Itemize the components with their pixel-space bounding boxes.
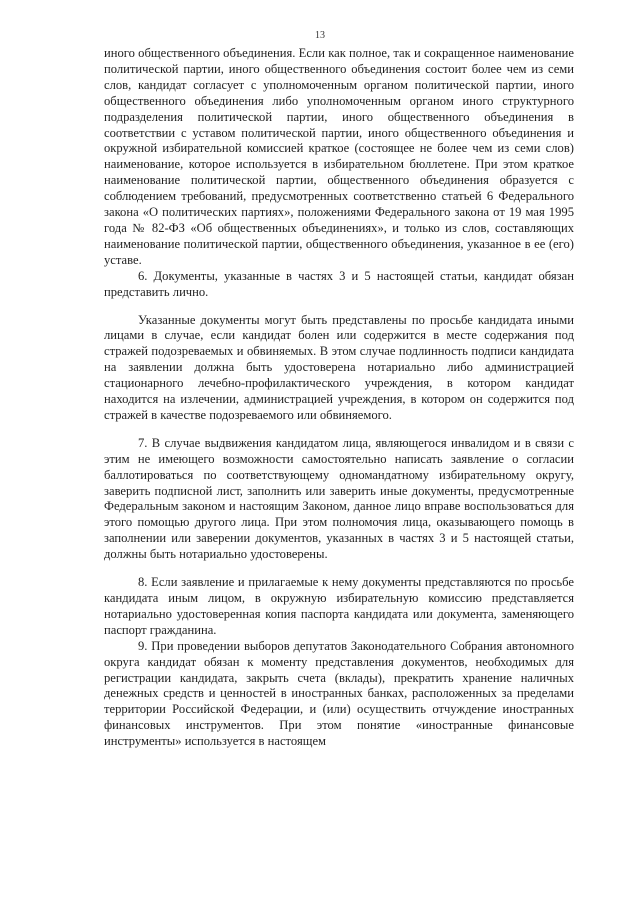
paragraph-continuation: иного общественного объединения. Если как полное, так и сокращенное наименование политической партии, иного общественного объединения состоит более чем из семи слов, кандидат согласует с уполномоченным органом политической партии, иного общественного объединения либо уполномоченным органом иного структурного подразделения политической партии, иного общественного объединения в соответствии с уставом политической партии, иного общественного объединения и окружной избирательной комиссией краткое (состоящее не более чем из семи слов) наименование, которое используется в избирательном бюллетене. При этом краткое наименование политической партии, общественного объединения образуется с соблюдением требований, предусмотренных соответственно статьей 6 Федерального закона «О политических партиях», положениями Федерального закона от 19 мая 1995 года № 82-ФЗ «Об общественных объединениях», и только из слов, составляющих наименование политической партии, общественного объединения, указанное в ее (его) уставе.: [104, 46, 574, 267]
document-body: [104, 46, 574, 750]
paragraph-item-8: 8. Если заявление и прилагаемые к нему документы представляются по просьбе кандидата иным лицом, в окружную избирательную комиссию представляется нотариально удостоверенная копия паспорта кандидата или документа, заменяющего паспорт гражданина.: [104, 575, 574, 637]
paragraph-item-9: 9. При проведении выборов депутатов Законодательного Собрания автономного округа кандидат обязан к моменту представления документов, необходимых для регистрации кандидата, закрыть счета (вклады), прекратить хранение наличных денежных средств и ценностей в иностранных банках, расположенных за пределами территории Российской Федерации, и (или) осуществить отчуждение иностранных финансовых инструментов. При этом понятие «иностранные финансовые инструменты» используется в настоящем: [104, 638, 574, 749]
paragraph-item-6: 6. Документы, указанные в частях 3 и 5 настоящей статьи, кандидат обязан представить лично.: [104, 268, 574, 299]
page-number: 13: [315, 30, 325, 41]
paragraph-item-6-continued: Указанные документы могут быть представлены по просьбе кандидата иными лицами в случае, если кандидат болен или содержится в месте содержания под стражей подозреваемых и обвиняемых. В этом случае подлинность подписи кандидата на заявлении должна быть удостоверена нотариально либо администрацией стационарного лечебно-профилактического учреждения, в котором кандидат находится на излечении, администрацией учреждения, в котором он содержится под стражей в качестве подозреваемого или обвиняемого.: [104, 312, 574, 422]
paragraph-item-7: 7. В случае выдвижения кандидатом лица, являющегося инвалидом и в связи с этим не имеющего возможности самостоятельно написать заявление о согласии баллотироваться по соответствующему одномандатному избирательному округу, заверить подписной лист, заполнить или заверить иные документы, предусмотренные Федеральным законом и настоящим Законом, данное лицо вправе воспользоваться для этого помощью другого лица. При этом полномочия лица, оказывающего помощь в заполнении или заверении документов, указанных в частях 3 и 5 настоящей статьи, должны быть нотариально удостоверены.: [104, 435, 574, 562]
